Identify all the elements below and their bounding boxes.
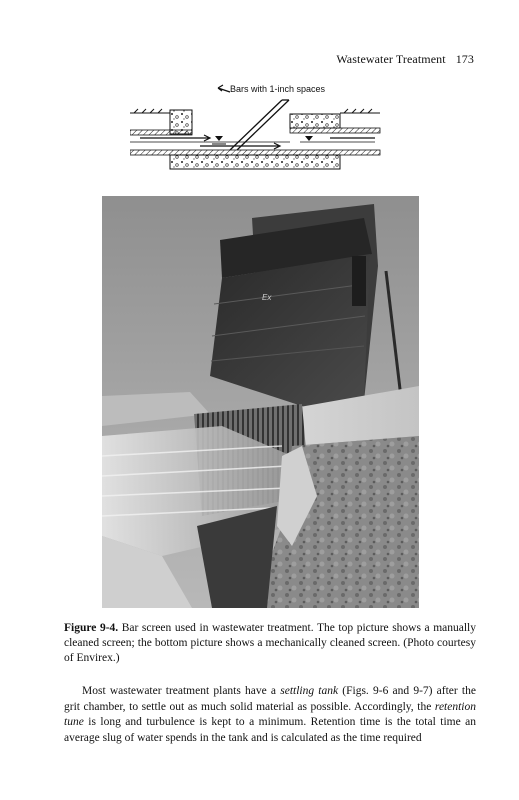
channel-floor	[130, 150, 380, 155]
water-level-symbol	[215, 136, 223, 141]
machine-brand-text: Ex	[262, 293, 272, 302]
water-level-symbol-right	[305, 136, 313, 141]
running-head	[0, 52, 474, 67]
bar-screen-photo	[102, 196, 419, 608]
page-number: 173	[455, 52, 474, 66]
ground-left	[130, 109, 170, 113]
body-text-3: is long and turbulence is kept to a minimum. Retention time is the total time an average slug of water spends in the tank and is calculated as the time required	[64, 716, 476, 744]
flow-arrow-top	[140, 135, 210, 141]
ground-right	[340, 109, 380, 113]
figure-caption-text: Bar screen used in wastewater treatment. The top picture shows a manually cleaned screen; the bottom picture shows a mechanically cleaned screen. (Photo courtesy of Envirex.)	[64, 622, 477, 664]
body-text-1: Most wastewater treatment plants have a	[82, 685, 281, 697]
drive-unit	[352, 256, 366, 306]
right-wall	[290, 114, 340, 128]
right-upper-slab	[290, 128, 380, 133]
figure-label: Figure 9-4.	[64, 622, 119, 634]
body-paragraph	[64, 684, 476, 746]
foundation	[170, 155, 340, 169]
term-settling-tank: settling tank	[280, 685, 339, 697]
leader-arrow	[218, 85, 230, 92]
bar-screen-diagram	[130, 80, 390, 175]
inclined-bars	[230, 100, 289, 150]
term-retention-time: retention tune	[64, 700, 476, 729]
running-title: Wastewater Treatment	[336, 52, 446, 66]
body-text-2: (Figs. 9-6 and 9-7) after the grit chamber, to settle out as much solid material as possible. Accordingly, the	[64, 685, 476, 713]
left-upper-slab	[130, 130, 192, 135]
figure-caption	[64, 621, 476, 666]
diagram-label: Bars with 1-inch spaces	[230, 84, 326, 94]
